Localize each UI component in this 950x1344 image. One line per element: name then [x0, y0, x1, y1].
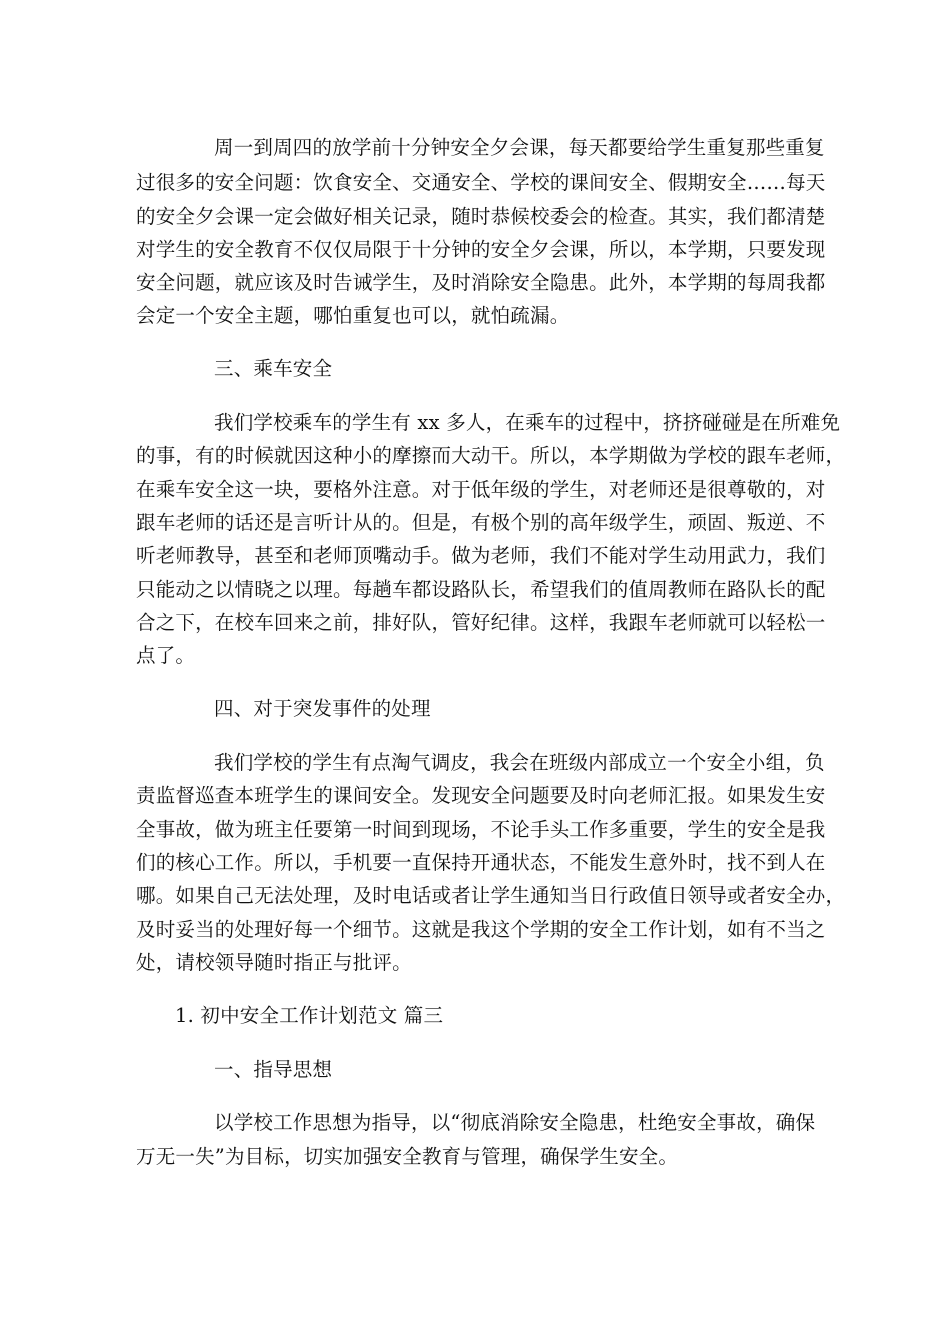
paragraph-line: 处，请校领导随时指正与批评。 [136, 951, 412, 974]
paragraph-line: 我们学校乘车的学生有 xx 多人，在乘车的过程中，挤挤碰碰是在所难免 [214, 411, 841, 434]
paragraph-line: 的事，有的时候就因这种小的摩擦而大动干。所以，本学期做为学校的跟车老师， [136, 444, 846, 467]
paragraph-line: 们的核心工作。所以，手机要一直保持开通状态，不能发生意外时，找不到人在 [136, 851, 826, 874]
paragraph-line: 责监督巡查本班学生的课间安全。发现安全问题要及时向老师汇报。如果发生安 [136, 784, 826, 807]
paragraph-line: 只能动之以情晓之以理。每趟车都设路队长，希望我们的值周教师在路队长的配 [136, 578, 826, 601]
section-heading: 四、对于突发事件的处理 [214, 697, 431, 720]
paragraph-line: 在乘车安全这一块，要格外注意。对于低年级的学生，对老师还是很尊敬的，对 [136, 478, 826, 501]
article-title: 1. 初中安全工作计划范文 篇三 [175, 1004, 444, 1027]
paragraph-line: 的安全夕会课一定会做好相关记录，随时恭候校委会的检查。其实，我们都清楚 [136, 205, 826, 228]
paragraph-line: 对学生的安全教育不仅仅局限于十分钟的安全夕会课，所以，本学期，只要发现 [136, 238, 826, 261]
paragraph-line: 周一到周四的放学前十分钟安全夕会课，每天都要给学生重复那些重复 [214, 136, 825, 159]
section-heading: 一、指导思想 [214, 1058, 333, 1081]
paragraph-line: 会定一个安全主题，哪怕重复也可以，就怕疏漏。 [136, 304, 570, 327]
paragraph-line: 过很多的安全问题：饮食安全、交通安全、学校的课间安全、假期安全……每天 [136, 171, 826, 194]
paragraph-line: 万无一失”为目标，切实加强安全教育与管理，确保学生安全。 [136, 1145, 679, 1168]
paragraph-line: 及时妥当的处理好每一个细节。这就是我这个学期的安全工作计划，如有不当之 [136, 918, 826, 941]
paragraph-line: 我们学校的学生有点淘气调皮，我会在班级内部成立一个安全小组，负 [214, 751, 825, 774]
paragraph-line: 听老师教导，甚至和老师顶嘴动手。做为老师，我们不能对学生动用武力，我们 [136, 544, 826, 567]
paragraph-line: 点了。 [136, 644, 196, 667]
section-heading: 三、乘车安全 [214, 357, 333, 380]
paragraph-line: 哪。如果自己无法处理，及时电话或者让学生通知当日行政值日领导或者安全办， [136, 884, 846, 907]
paragraph-line: 安全问题，就应该及时告诫学生，及时消除安全隐患。此外，本学期的每周我都 [136, 271, 826, 294]
paragraph-line: 合之下，在校车回来之前，排好队，管好纪律。这样，我跟车老师就可以轻松一 [136, 611, 826, 634]
paragraph-line: 全事故，做为班主任要第一时间到现场，不论手头工作多重要，学生的安全是我 [136, 818, 826, 841]
paragraph-line: 跟车老师的话还是言听计从的。但是，有极个别的高年级学生，顽固、叛逆、不 [136, 511, 826, 534]
paragraph-line: 以学校工作思想为指导，以“彻底消除安全隐患，杜绝安全事故，确保 [214, 1111, 816, 1134]
